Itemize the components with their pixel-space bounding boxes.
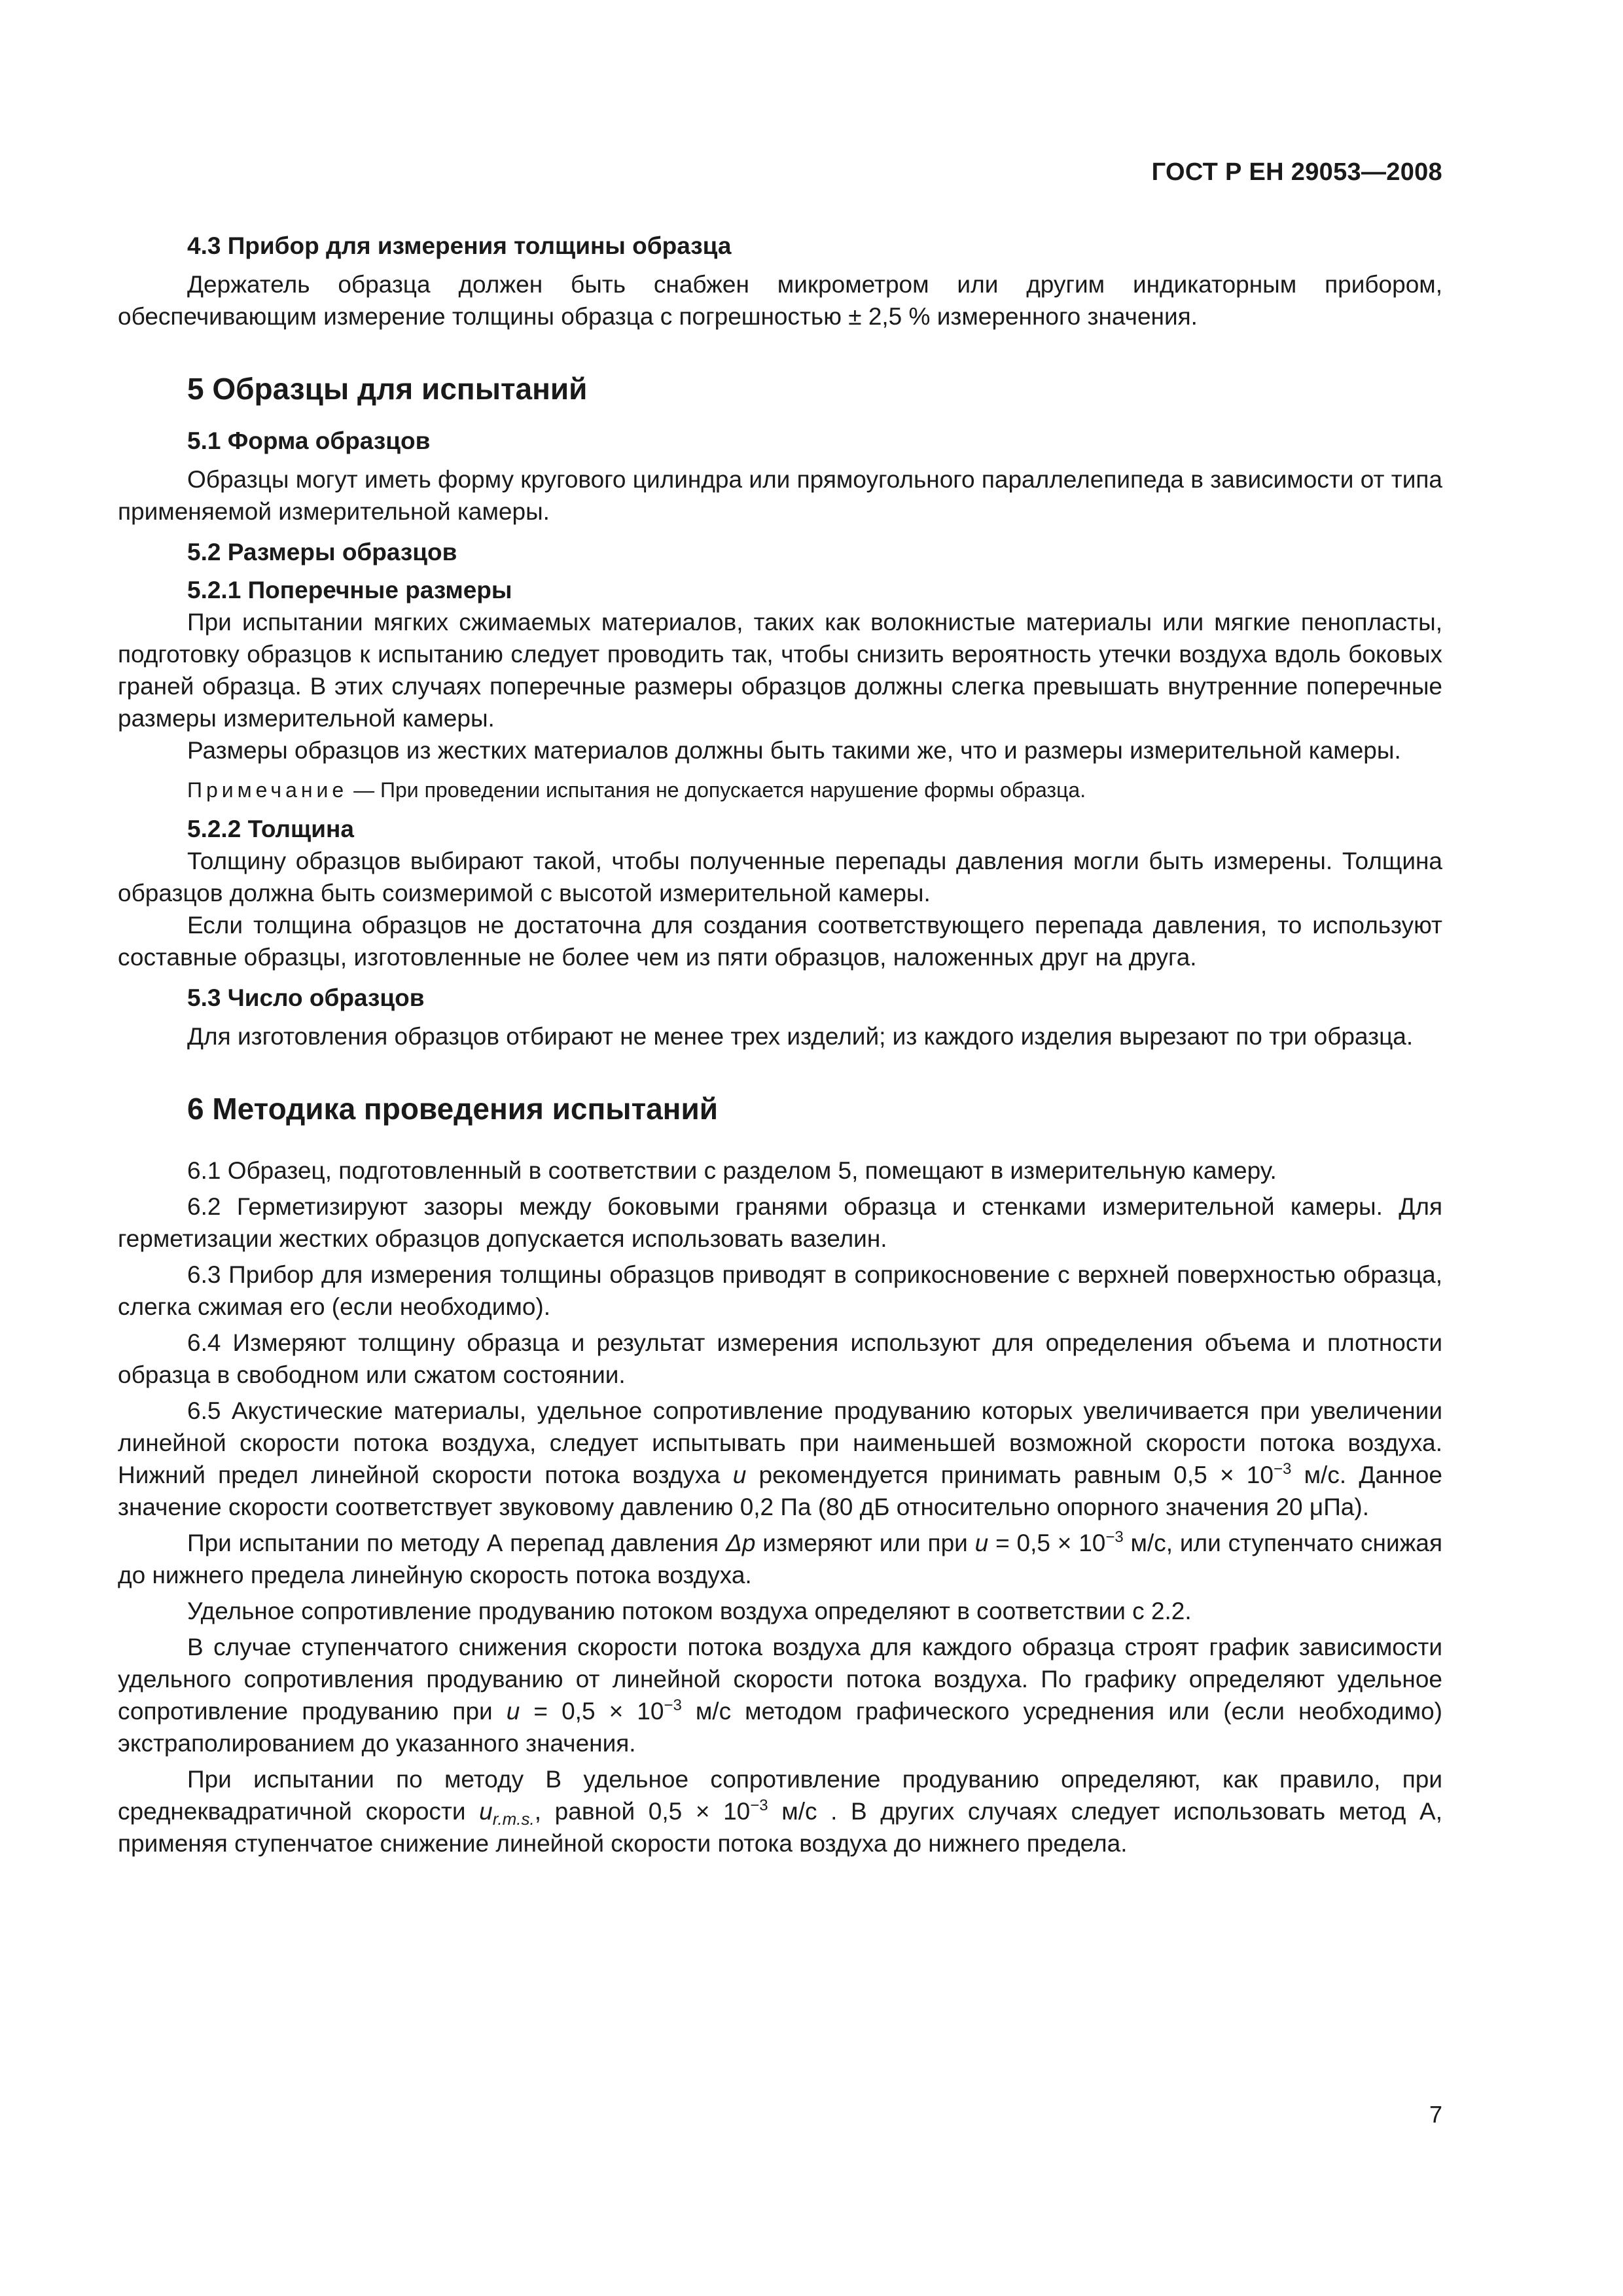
method-a-text-b: измеряют или при bbox=[755, 1530, 975, 1556]
document-page bbox=[118, 0, 1442, 2296]
note-text: — При проведении испытания не допускается нарушение формы образца. bbox=[348, 778, 1086, 802]
method-a-text-d: м/с, или ступенчато снижая до нижнего предела линейную скорость потока воздуха. bbox=[118, 1530, 1442, 1588]
exponent: −3 bbox=[1273, 1460, 1292, 1478]
specific-resistance-paragraph: Удельное сопротивление продуванию потоком воздуха определяют в соответствии с 2.2. bbox=[187, 1598, 1192, 1624]
section-5-2-1-paragraph-2: Размеры образцов из жестких материалов должны быть такими же, что и размеры измерительной камеры. bbox=[187, 737, 1401, 764]
section-5-2-2-paragraph-2: Если толщина образцов не достаточна для создания соответствующего перепада давления, то используют составные образцы, изготовленные не более чем из пяти образцов, наложенных друг на друга. bbox=[118, 912, 1442, 971]
graph-text-b: = 0,5 × 10 bbox=[520, 1698, 664, 1725]
section-5-3-text: Для изготовления образцов отбирают не менее трех изделий; из каждого изделия вырезают по три образца. bbox=[187, 1023, 1414, 1050]
note bbox=[118, 776, 1442, 804]
clause-6-3: 6.3 Прибор для измерения толщины образцов приводят в соприкосновение с верхней поверхностью образца, слегка сжимая его (если необходимо). bbox=[118, 1261, 1442, 1320]
clause-6-5-text-c: м/с. Данное значение скорости соответствует звуковому давлению 0,2 Па (80 дБ относительно опорного значения 20 μПа). bbox=[118, 1462, 1443, 1520]
velocity-symbol: u bbox=[479, 1798, 493, 1825]
method-b-text-b: , равной 0,5 × 10 bbox=[534, 1798, 751, 1825]
clause-6-4: 6.4 Измеряют толщину образца и результат измерения используют для определения объема и плотности образца в свободном или сжатом состоянии. bbox=[118, 1329, 1442, 1388]
section-5-2-title: 5.2 Размеры образцов bbox=[187, 539, 457, 565]
section-5-1-text: Образцы могут иметь форму кругового цилиндра или прямоугольного параллелепипеда в зависимости от типа применяемой измерительной камеры. bbox=[118, 466, 1442, 525]
section-4-3-title: 4.3 Прибор для измерения толщины образца bbox=[187, 232, 732, 259]
clause-6-2: 6.2 Герметизируют зазоры между боковыми гранями образца и стенками измерительной камеры. Для герметизации жестких образцов допускается использовать вазелин. bbox=[118, 1193, 1442, 1252]
method-b-paragraph bbox=[118, 1763, 1442, 1859]
exponent: −3 bbox=[664, 1696, 682, 1714]
velocity-symbol: u bbox=[974, 1530, 989, 1556]
section-5-2-1-paragraph-1: При испытании мягких сжимаемых материалов, таких как волокнистые материалы или мягкие пенопласты, подготовку образцов к испытанию следует проводить так, чтобы снизить вероятность утечки воздуха вдоль боковых граней образца. В этих случаях поперечные размеры образцов должны слегка превышать внутренние поперечные размеры измерительной камеры. bbox=[118, 609, 1442, 732]
section-5-2-1-title: 5.2.1 Поперечные размеры bbox=[187, 577, 512, 603]
velocity-symbol: u bbox=[506, 1698, 520, 1725]
graph-text-c: м/с методом графического усреднения или (если необходимо) экстраполированием до указанного значения. bbox=[118, 1698, 1442, 1757]
graph-text-a: В случае ступенчатого снижения скорости потока воздуха для каждого образца строят график зависимости удельного сопротивления продуванию от линейной скорости потока воздуха. По графику определяют удельное сопротивление продуванию при bbox=[118, 1634, 1442, 1725]
section-5-2-2-title: 5.2.2 Толщина bbox=[187, 816, 354, 842]
section-5-2-2-paragraph-1: Толщину образцов выбирают такой, чтобы полученные перепады давления могли быть измерены. Толщина образцов должна быть соизмеримой с высотой измерительной камеры. bbox=[118, 848, 1442, 906]
method-b-text-c: м/с . В других случаях следует использовать метод А, применяя ступенчатое снижение линейной скорости потока воздуха до нижнего предела. bbox=[118, 1798, 1442, 1857]
clause-6-5-text-a: 6.5 Акустические материалы, удельное сопротивление продуванию которых увеличивается при увеличении линейной скорости потока воздуха, следует испытывать при наименьшей возможной скорости потока воздуха. Нижний предел линейной скорости потока воздуха bbox=[118, 1397, 1442, 1488]
section-5-1-title: 5.1 Форма образцов bbox=[187, 427, 431, 454]
method-b-text-a: При испытании по методу В удельное сопротивление продуванию определяют, как правило, при среднеквадратичной скорости bbox=[118, 1766, 1442, 1825]
exponent: −3 bbox=[1105, 1528, 1124, 1546]
document-code-header: ГОСТ Р ЕН 29053—2008 bbox=[1151, 158, 1442, 186]
method-a-text-c: = 0,5 × 10 bbox=[988, 1530, 1106, 1556]
document-body bbox=[118, 230, 1442, 1859]
page-number: 7 bbox=[1429, 2101, 1442, 2128]
clause-6-5-text-b: рекомендуется принимать равным 0,5 × 10 bbox=[746, 1462, 1274, 1488]
method-a-text-a: При испытании по методу А перепад давления bbox=[187, 1530, 726, 1556]
clause-6-5 bbox=[118, 1395, 1442, 1523]
velocity-symbol: u bbox=[732, 1462, 747, 1488]
clause-6-1: 6.1 Образец, подготовленный в соответствии с разделом 5, помещают в измерительную камеру. bbox=[187, 1157, 1277, 1184]
rms-subscript: r.m.s. bbox=[492, 1809, 535, 1829]
note-label: Примечание bbox=[187, 778, 348, 802]
graph-paragraph bbox=[118, 1631, 1442, 1759]
section-5-3-title: 5.3 Число образцов bbox=[187, 984, 425, 1011]
section-4-3-text: Держатель образца должен быть снабжен микрометром или другим индикаторным прибором, обеспечивающим измерение толщины образца с погрешностью ± 2,5 % измеренного значения. bbox=[118, 271, 1442, 330]
method-a-paragraph bbox=[118, 1527, 1442, 1591]
section-6-title: 6 Методика проведения испытаний bbox=[187, 1092, 719, 1126]
section-5-title: 5 Образцы для испытаний bbox=[187, 372, 588, 406]
exponent: −3 bbox=[750, 1797, 768, 1814]
pressure-drop-symbol: Δp bbox=[726, 1530, 756, 1556]
